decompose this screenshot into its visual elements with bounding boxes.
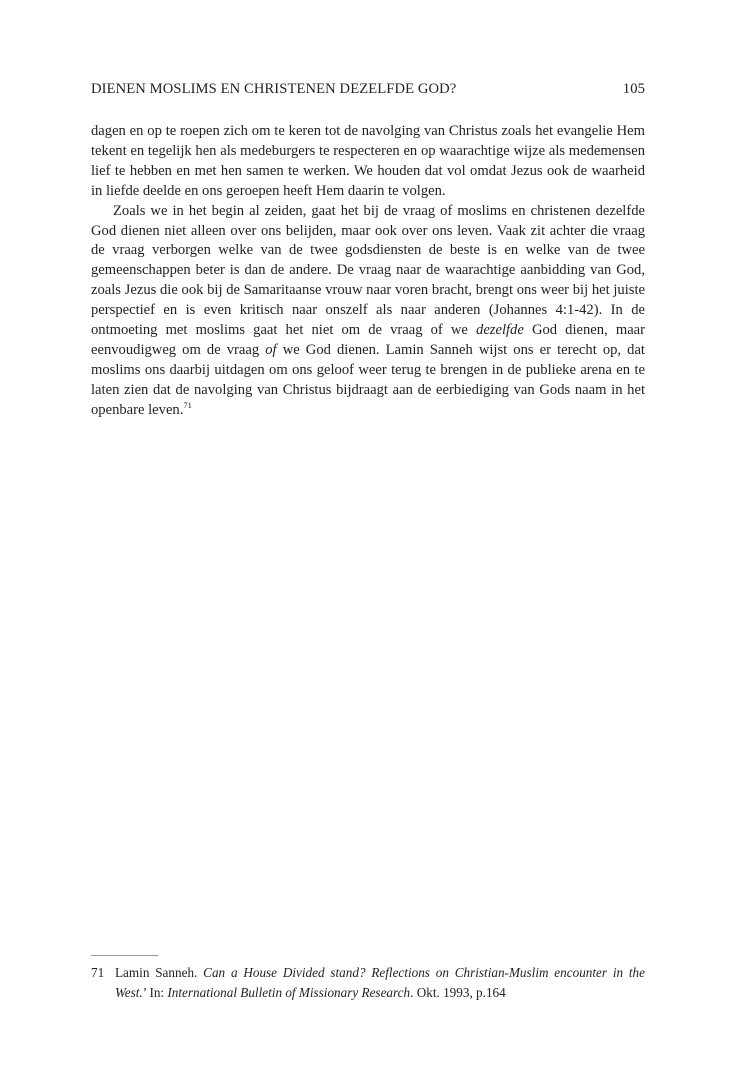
paragraph-2-text-b: God dienen, maar eenvoudigweg om de vraag — [91, 322, 646, 358]
footnote-reference[interactable]: 71 — [183, 399, 192, 410]
footnote-in: ’ In: — [142, 984, 168, 1000]
paragraph-2-text-c: we God dienen. Lamin Sanneh wijst ons er terecht op, dat moslims ons daarbij uitdagen om ons geloof weer terug te brengen in de publieke arena en te laten zien dat de navolging van Christus bijdraagt aan de eerbiediging van Gods naam in het openbare leven. — [91, 341, 645, 418]
body-text — [91, 122, 645, 421]
footnote-separator — [91, 955, 158, 956]
footnote-number: 71 — [91, 965, 105, 980]
emphasis-dezelfde: dezelfde — [476, 322, 524, 339]
footnote-body — [115, 963, 645, 1003]
footnote-journal: International Bulletin of Missionary Research — [167, 984, 411, 1000]
running-header — [91, 79, 645, 99]
paragraph-2 — [91, 202, 645, 421]
footnote-article-title: Can a House Divided stand? Reflections on Christian-Muslim encounter in the West. — [115, 965, 646, 1000]
paragraph-1: dagen en op te roepen zich om te keren tot de navolging van Christus zoals het evangelie Hem tekent en tegelijk hen als medeburgers te respecteren en op waarachtige wijze als medemensen lief te hebben en met hen samen te werken. We houden dat vol omdat Jezus ook de waarheid in liefde deelde en ons geroepen heeft Hem daarin te volgen. — [91, 123, 645, 199]
footnote-author: Lamin Sanneh. — [115, 965, 204, 980]
running-title: DIENEN MOSLIMS EN CHRISTENEN DEZELFDE GOD? — [91, 81, 457, 97]
footnote-details: . Okt. 1993, p.164 — [410, 984, 506, 1000]
footnote — [91, 963, 645, 1003]
paragraph-2-text-a: Zoals we in het begin al zeiden, gaat het bij de vraag of moslims en christenen dezelfde God dienen niet alleen over ons belijden, maar ook over ons leven. Vaak zit achter die vraag de vraag verborgen welke van de twee godsdiensten de beste is en welke van de twee gemeenschappen beter is dan de andere. De vraag naar de waarachtige aanbidding van God, zoals Jezus die ook bij de Samaritaanse vrouw naar voren bracht, brengt ons weer bij het juiste perspectief en is even kritisch naar onszelf als naar anderen (Johannes 4:1-42). In de ontmoeting met moslims gaat het niet om de vraag of we — [91, 202, 645, 339]
page-number: 105 — [622, 81, 645, 97]
emphasis-of: of — [265, 341, 277, 358]
